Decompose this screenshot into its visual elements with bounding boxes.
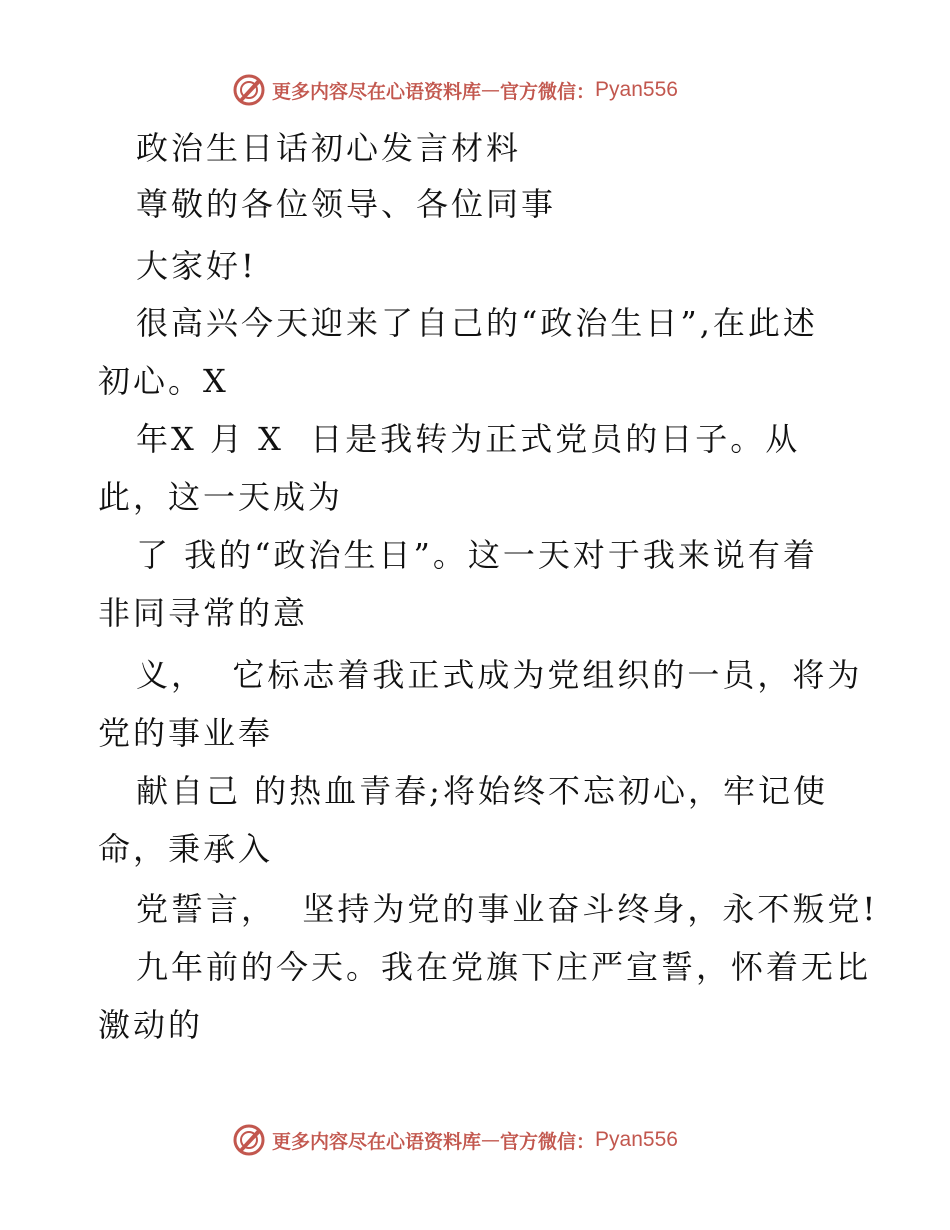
paragraph-line: 命，秉承入 bbox=[98, 830, 274, 868]
paragraph-line: 非同寻常的意 bbox=[98, 594, 309, 632]
paragraph-line: 初心。X bbox=[98, 362, 229, 400]
paragraph-line: 义， 它标志着我正式成为党组织的一员，将为 bbox=[136, 656, 863, 694]
paragraph-line: 献自己 的热血青春;将始终不忘初心，牢记使 bbox=[136, 772, 828, 810]
paragraph-line: 此，这一天成为 bbox=[98, 478, 344, 516]
banner-text: 更多内容尽在心语资料库 bbox=[272, 1130, 482, 1153]
paragraph-line: 很高兴今天迎来了自己的“政治生日”,在此述 bbox=[136, 304, 818, 342]
paragraph-line: 了 我的“政治生日”。这一天对于我来说有着 bbox=[136, 536, 818, 574]
salutation: 尊敬的各位领导、各位同事 bbox=[136, 185, 557, 223]
quill-pen-circle-icon bbox=[232, 1123, 266, 1157]
banner-text: 更多内容尽在心语资料库 bbox=[272, 80, 482, 103]
greeting: 大家好! bbox=[136, 247, 257, 285]
footer-banner bbox=[232, 1120, 678, 1160]
paragraph-line: 激动的 bbox=[98, 1006, 204, 1044]
header-banner bbox=[232, 70, 678, 110]
banner-separator: — bbox=[481, 1129, 501, 1151]
banner-separator: — bbox=[481, 79, 501, 101]
banner-wechat-id: Pyan556 bbox=[595, 1128, 678, 1151]
paragraph-line: 年X 月 X 日是我转为正式党员的日子。从 bbox=[136, 420, 801, 458]
paragraph-line: 党誓言， 坚持为党的事业奋斗终身，永不叛党! bbox=[136, 890, 879, 928]
paragraph-line: 党的事业奉 bbox=[98, 714, 274, 752]
paragraph-line: 九年前的今天。我在党旗下庄严宣誓，怀着无比 bbox=[136, 948, 872, 986]
document-title: 政治生日话初心发言材料 bbox=[136, 129, 522, 167]
banner-wechat-label: 官方微信： bbox=[500, 80, 596, 103]
banner-wechat-label: 官方微信： bbox=[500, 1130, 596, 1153]
banner-wechat-id: Pyan556 bbox=[595, 78, 678, 101]
quill-pen-circle-icon bbox=[232, 73, 266, 107]
